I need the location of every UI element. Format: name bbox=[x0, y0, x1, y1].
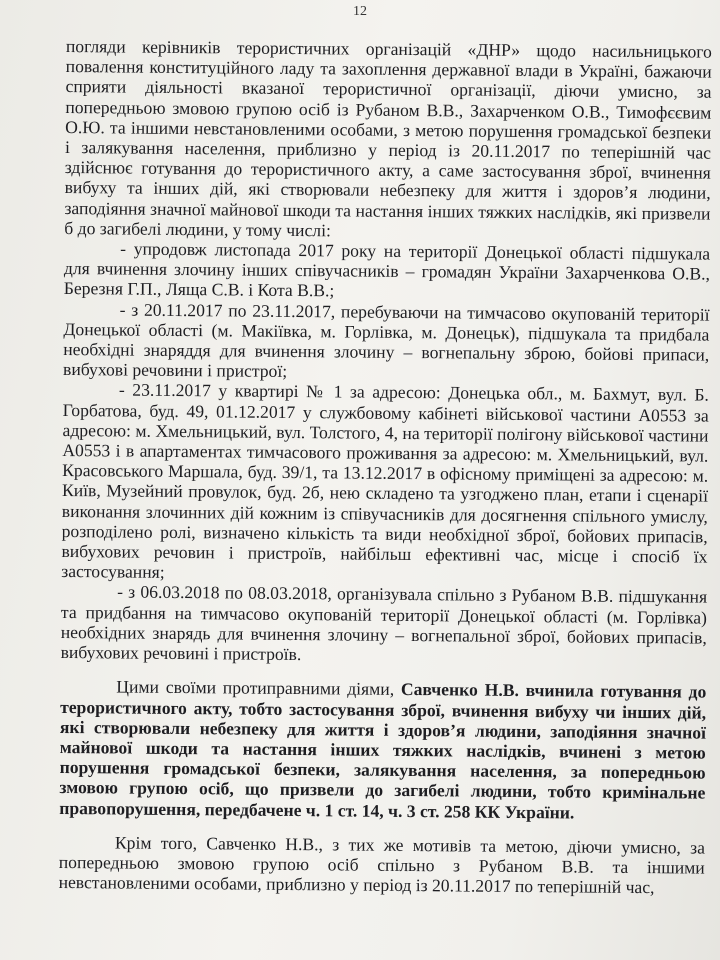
document-body bbox=[59, 36, 712, 898]
list-item-weapons-acquisition: - з 20.11.2017 по 23.11.2017, перебуваючи на тимчасово окупованій території Донецької області (м. Макіївка, м. Горлівка, м. Донецьк), підшукала та придбала необхідні знаряддя для вчинення злочину – вогнепальну зброю, бойові припаси, вибухові речовини і пристрої; bbox=[63, 299, 710, 382]
paragraph-final: Крім того, Савченко Н.В., з тих же мотивів та метою, діючи умисно, за попередньою змовою групою осіб спільно з Рубаном В.В. та іншими невстановленими особами, приблизно у період із 20.11.2017 по теперішній час, bbox=[58, 832, 706, 898]
list-item-planning: - 23.11.2017 у квартирі № 1 за адресою: Донецька обл., м. Бахмут, вул. Б. Горбатова, буд. 49, 01.12.2017 у службовому кабінеті військової частини А0553 за адресою: м. Хмельницький, вул. Толстого, 4, на території полігону військової частини А0553 і в апартаментах тимчасового проживання за адресою: м. Хмельницький, вул. Красовського Маршала, буд. 39/1, та 13.12.2017 в офісному приміщені за адресою: м. Київ, Музейний провулок, буд. 2б, нею складено та узгоджено план, етапи і сценарії виконання злочинних дій кожним із співучасників для досягнення спільного умислу, розподілено ролі, визначено кількість та види необхідної зброї, бойових припасів, вибухових речовин і пристроїв, найбільш ефективні час, місце і спосіб їх застосування; bbox=[61, 379, 709, 583]
list-item-recruitment: - упродовж листопада 2017 року на території Донецької області підшукала для вчинення злочину інших співучасників – громадян України Захарченкова О.В., Березня Г.П., Ляща С.В. і Кота В.В.; bbox=[63, 238, 711, 301]
conclusion-text: готування до терористичного акту, тобто застосування зброї, вчинення вибуху чи інших дій, які створювали небезпеку для життя і здоров’я людини, заподіяння значної майнової шкоди та настання інших тяжких наслідків, вчинені з метою порушення громадської безпеки, залякування населення, за попередньою змовою групою осіб, що призвели до загибелі людини, тобто кримінальне правопорушення, передбачене ч. 1 ст. 14, ч. 3 ст. 258 КК України. bbox=[59, 680, 707, 822]
page-number: 12 bbox=[353, 4, 367, 19]
conclusion-name: Савченко Н.В. вчинила bbox=[400, 679, 594, 701]
conclusion-lead: Цими своїми протиправними діями, bbox=[116, 676, 402, 700]
paragraph-continuation: погляди керівників терористичних організацій «ДНР» щодо насильницького повалення конституційного ладу та захоплення державної влади в Україні, бажаючи сприяти діяльності вказаної терористичної організації, діючи умисно, за попередньою змовою групою осіб із Рубаном В.В., Захарченком О.В., Тимофєєвим О.Ю. та іншими невстановленими особами, з метою порушення громадської безпеки і залякування населення, приблизно у період із 20.11.2017 по теперішній час здійснює готування до терористичного акту, а саме застосування зброї, вчинення вибуху та інших дій, які створювали небезпеку для життя і здоров’я людини, заподіяння значної майнової шкоди та настання інших тяжких наслідків, які призвели б до загибелі людини, у тому числі: bbox=[64, 36, 712, 241]
paragraph-conclusion bbox=[59, 676, 706, 823]
list-item-march-acquisition: - з 06.03.2018 по 08.03.2018, організувала спільно з Рубаном В.В. підшукання та придбання на тимчасово окупованій території Донецької області (м. Горлівка) необхідних знарядь для вчинення злочину – вогнепальної зброї, бойових припасів, вибухових речовині і пристроїв. bbox=[60, 581, 708, 665]
